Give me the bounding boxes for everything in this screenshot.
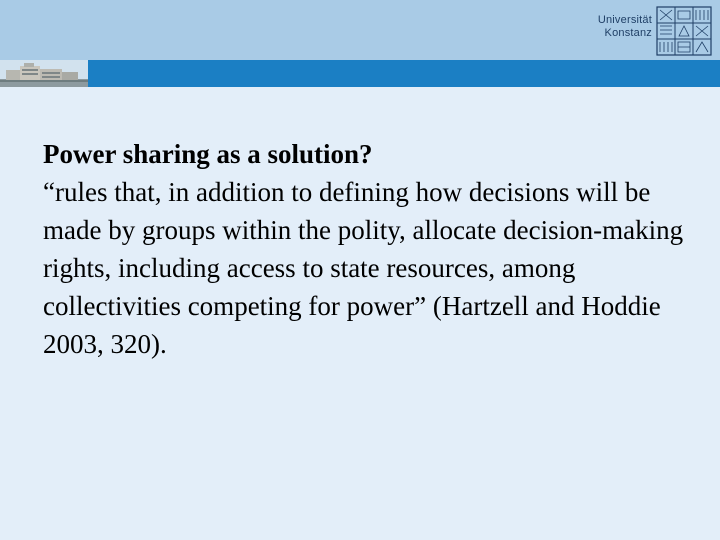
university-name-line1: Universität — [597, 14, 652, 26]
campus-photo — [0, 60, 88, 87]
blue-band — [0, 60, 720, 87]
university-name — [590, 14, 652, 40]
university-logo — [590, 6, 714, 56]
slide-content — [43, 135, 703, 363]
slide-heading: Power sharing as a solution? — [43, 139, 373, 169]
university-name-line2: Konstanz — [604, 27, 652, 39]
slide-quote: “rules that, in addition to defining how decisions will be made by groups within the polity, allocate decision-making rights, including access to state resources, among collectivities competing for power” (Hartzell and Hoddie 2003, 320). — [43, 177, 684, 359]
logo-grid-icon — [656, 6, 712, 56]
